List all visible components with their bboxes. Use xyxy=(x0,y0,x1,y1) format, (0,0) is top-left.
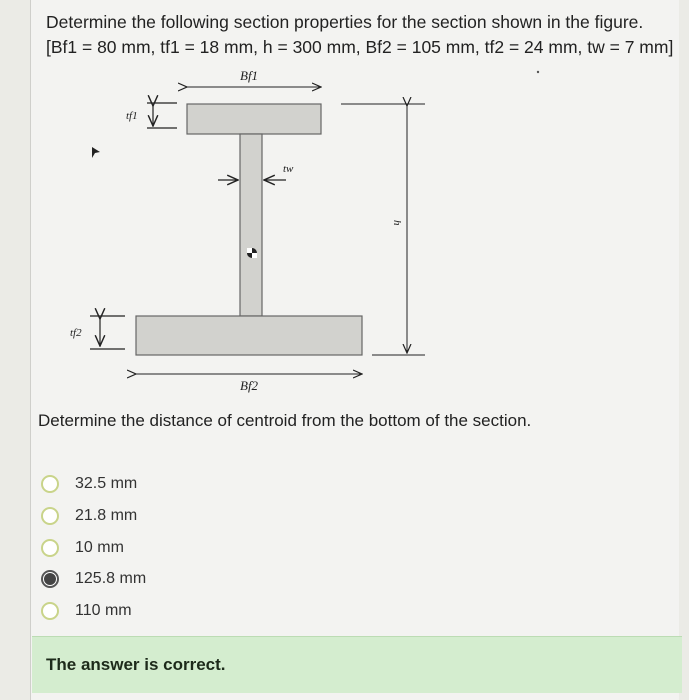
option-1-label: 32.5 mm xyxy=(75,475,138,492)
h-label: h xyxy=(391,220,403,226)
option-5-radio[interactable] xyxy=(41,602,59,620)
i-section-shape xyxy=(136,104,362,355)
tf1-label: tf1 xyxy=(126,110,138,122)
centroid-marker xyxy=(247,248,257,258)
option-1-radio[interactable] xyxy=(41,475,59,493)
sub-question: Determine the distance of centroid from the bottom of the section. xyxy=(38,411,532,430)
option-4-radio[interactable] xyxy=(41,570,59,588)
feedback-text: The answer is correct. xyxy=(46,655,226,674)
stray-dot xyxy=(537,71,539,73)
option-3[interactable] xyxy=(38,534,338,562)
option-2-label: 21.8 mm xyxy=(75,507,138,524)
option-5[interactable] xyxy=(38,597,338,625)
option-3-label: 10 mm xyxy=(75,539,124,556)
question-line-2: [Bf1 = 80 mm, tf1 = 18 mm, h = 300 mm, Bf2 = 105 mm, tf2 = 24 mm, tw = 7 mm] xyxy=(46,37,674,57)
bf1-label: Bf1 xyxy=(240,68,259,83)
option-2[interactable] xyxy=(38,502,338,530)
cursor-icon xyxy=(92,147,100,158)
option-5-label: 110 mm xyxy=(75,602,132,619)
feedback-banner xyxy=(32,636,682,693)
option-2-radio[interactable] xyxy=(41,507,59,525)
option-4-label: 125.8 mm xyxy=(75,570,147,587)
question-line-1: Determine the following section properties for the section shown in the figure. xyxy=(46,12,644,32)
option-4[interactable] xyxy=(38,565,338,593)
tf2-label: tf2 xyxy=(70,327,82,339)
option-1[interactable] xyxy=(38,470,338,498)
tf2-dimension xyxy=(70,316,125,349)
bf1-dimension xyxy=(187,68,321,87)
tw-label: tw xyxy=(283,163,294,175)
tf1-dimension xyxy=(126,103,177,128)
option-3-radio[interactable] xyxy=(41,539,59,557)
bf2-label: Bf2 xyxy=(240,378,259,393)
bf2-dimension xyxy=(136,374,362,393)
